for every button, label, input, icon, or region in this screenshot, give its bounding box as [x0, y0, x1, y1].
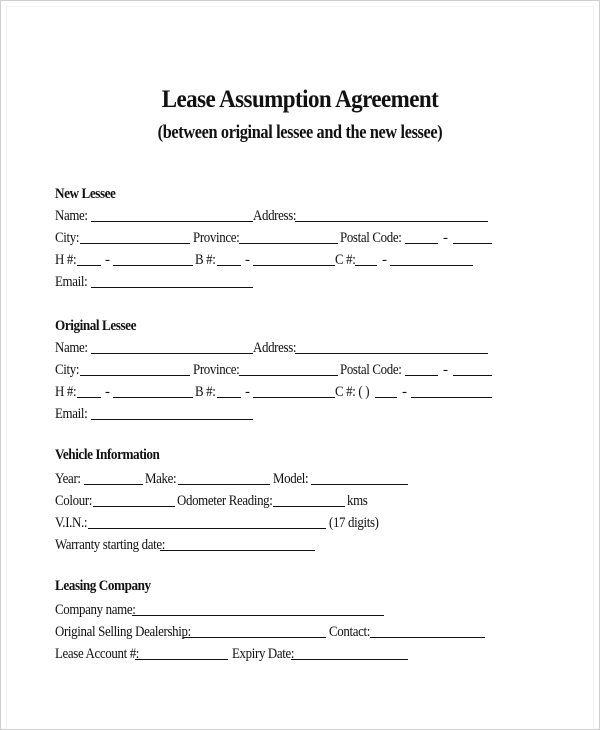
original-lessee-email-field[interactable]: [91, 419, 253, 420]
original-lessee-postal-code-part1-field[interactable]: [405, 375, 438, 376]
province-label: Province:: [193, 362, 240, 378]
odometer-label: Odometer Reading:: [177, 493, 273, 509]
phone-dash: -: [402, 384, 407, 400]
phone-dash: -: [382, 252, 387, 268]
original-lessee-business-area-field[interactable]: [217, 397, 241, 398]
new-lessee-postal-code-part2-field[interactable]: [453, 243, 492, 244]
leasing-company-account-field[interactable]: [135, 659, 228, 660]
new-lessee-postal-code-part1-field[interactable]: [405, 243, 438, 244]
original-lessee-address-field[interactable]: [295, 353, 488, 354]
new-lessee-name-field[interactable]: [91, 221, 253, 222]
vin-label: V.I.N.:: [55, 515, 88, 531]
new-lessee-city-field[interactable]: [80, 243, 190, 244]
cell-phone-label: C #: ( ): [335, 384, 370, 400]
original-lessee-postal-code-part2-field[interactable]: [453, 375, 492, 376]
postal-dash: -: [443, 362, 448, 378]
page-inner-border: [6, 6, 594, 729]
new-lessee-home-number-field[interactable]: [113, 265, 193, 266]
contact-label: Contact:: [329, 624, 370, 640]
original-lessee-business-number-field[interactable]: [253, 397, 335, 398]
new-lessee-email-field[interactable]: [91, 287, 253, 288]
make-label: Make:: [145, 471, 177, 487]
vehicle-model-field[interactable]: [311, 484, 408, 485]
section-heading-vehicle-information: Vehicle Information: [55, 447, 160, 463]
new-lessee-business-area-field[interactable]: [217, 265, 241, 266]
new-lessee-home-area-field[interactable]: [77, 265, 101, 266]
email-label: Email:: [55, 274, 88, 290]
address-label: Address:: [253, 340, 297, 356]
province-label: Province:: [193, 230, 240, 246]
leasing-company-expiry-date-field[interactable]: [291, 659, 408, 660]
odometer-unit: kms: [347, 493, 368, 509]
original-lessee-home-number-field[interactable]: [113, 397, 193, 398]
name-label: Name:: [55, 208, 88, 224]
address-label: Address:: [253, 208, 297, 224]
original-lessee-name-field[interactable]: [91, 353, 253, 354]
vehicle-year-field[interactable]: [84, 484, 143, 485]
original-lessee-city-field[interactable]: [80, 375, 190, 376]
business-phone-label: B #:: [195, 384, 216, 400]
vin-hint: (17 digits): [329, 515, 379, 531]
section-heading-new-lessee: New Lessee: [55, 186, 116, 202]
original-lessee-cell-number-field[interactable]: [411, 397, 492, 398]
new-lessee-address-field[interactable]: [295, 221, 488, 222]
postal-code-label: Postal Code:: [340, 230, 402, 246]
new-lessee-cell-number-field[interactable]: [390, 265, 473, 266]
phone-dash: -: [105, 252, 110, 268]
home-phone-label: H #:: [55, 384, 77, 400]
leasing-company-contact-field[interactable]: [370, 637, 485, 638]
home-phone-label: H #:: [55, 252, 77, 268]
colour-label: Colour:: [55, 493, 93, 509]
model-label: Model:: [273, 471, 309, 487]
new-lessee-province-field[interactable]: [239, 243, 338, 244]
phone-dash: -: [105, 384, 110, 400]
leasing-company-dealership-field[interactable]: [183, 637, 326, 638]
new-lessee-cell-area-field[interactable]: [355, 265, 377, 266]
vehicle-warranty-date-field[interactable]: [160, 550, 315, 551]
warranty-label: Warranty starting date:: [55, 537, 165, 553]
dealership-label: Original Selling Dealership:: [55, 624, 191, 640]
section-heading-leasing-company: Leasing Company: [55, 578, 151, 594]
original-lessee-home-area-field[interactable]: [77, 397, 101, 398]
vehicle-make-field[interactable]: [178, 484, 270, 485]
new-lessee-business-number-field[interactable]: [253, 265, 335, 266]
city-label: City:: [55, 362, 80, 378]
document-title: Lease Assumption Agreement: [161, 86, 439, 113]
postal-dash: -: [443, 230, 448, 246]
business-phone-label: B #:: [195, 252, 216, 268]
document-subtitle: (between original lessee and the new lessee): [157, 123, 443, 143]
year-label: Year:: [55, 471, 81, 487]
original-lessee-cell-area-field[interactable]: [375, 397, 397, 398]
vehicle-colour-field[interactable]: [93, 506, 175, 507]
section-heading-original-lessee: Original Lessee: [55, 318, 137, 334]
phone-dash: -: [245, 252, 250, 268]
leasing-company-name-field[interactable]: [132, 615, 384, 616]
postal-code-label: Postal Code:: [340, 362, 402, 378]
city-label: City:: [55, 230, 80, 246]
phone-dash: -: [245, 384, 250, 400]
email-label: Email:: [55, 406, 88, 422]
company-name-label: Company name:: [55, 602, 136, 618]
expiry-label: Expiry Date:: [232, 646, 295, 662]
cell-phone-label: C #:: [335, 252, 356, 268]
vehicle-vin-field[interactable]: [88, 528, 326, 529]
vehicle-odometer-field[interactable]: [273, 506, 345, 507]
name-label: Name:: [55, 340, 88, 356]
original-lessee-province-field[interactable]: [239, 375, 338, 376]
account-label: Lease Account #:: [55, 646, 140, 662]
